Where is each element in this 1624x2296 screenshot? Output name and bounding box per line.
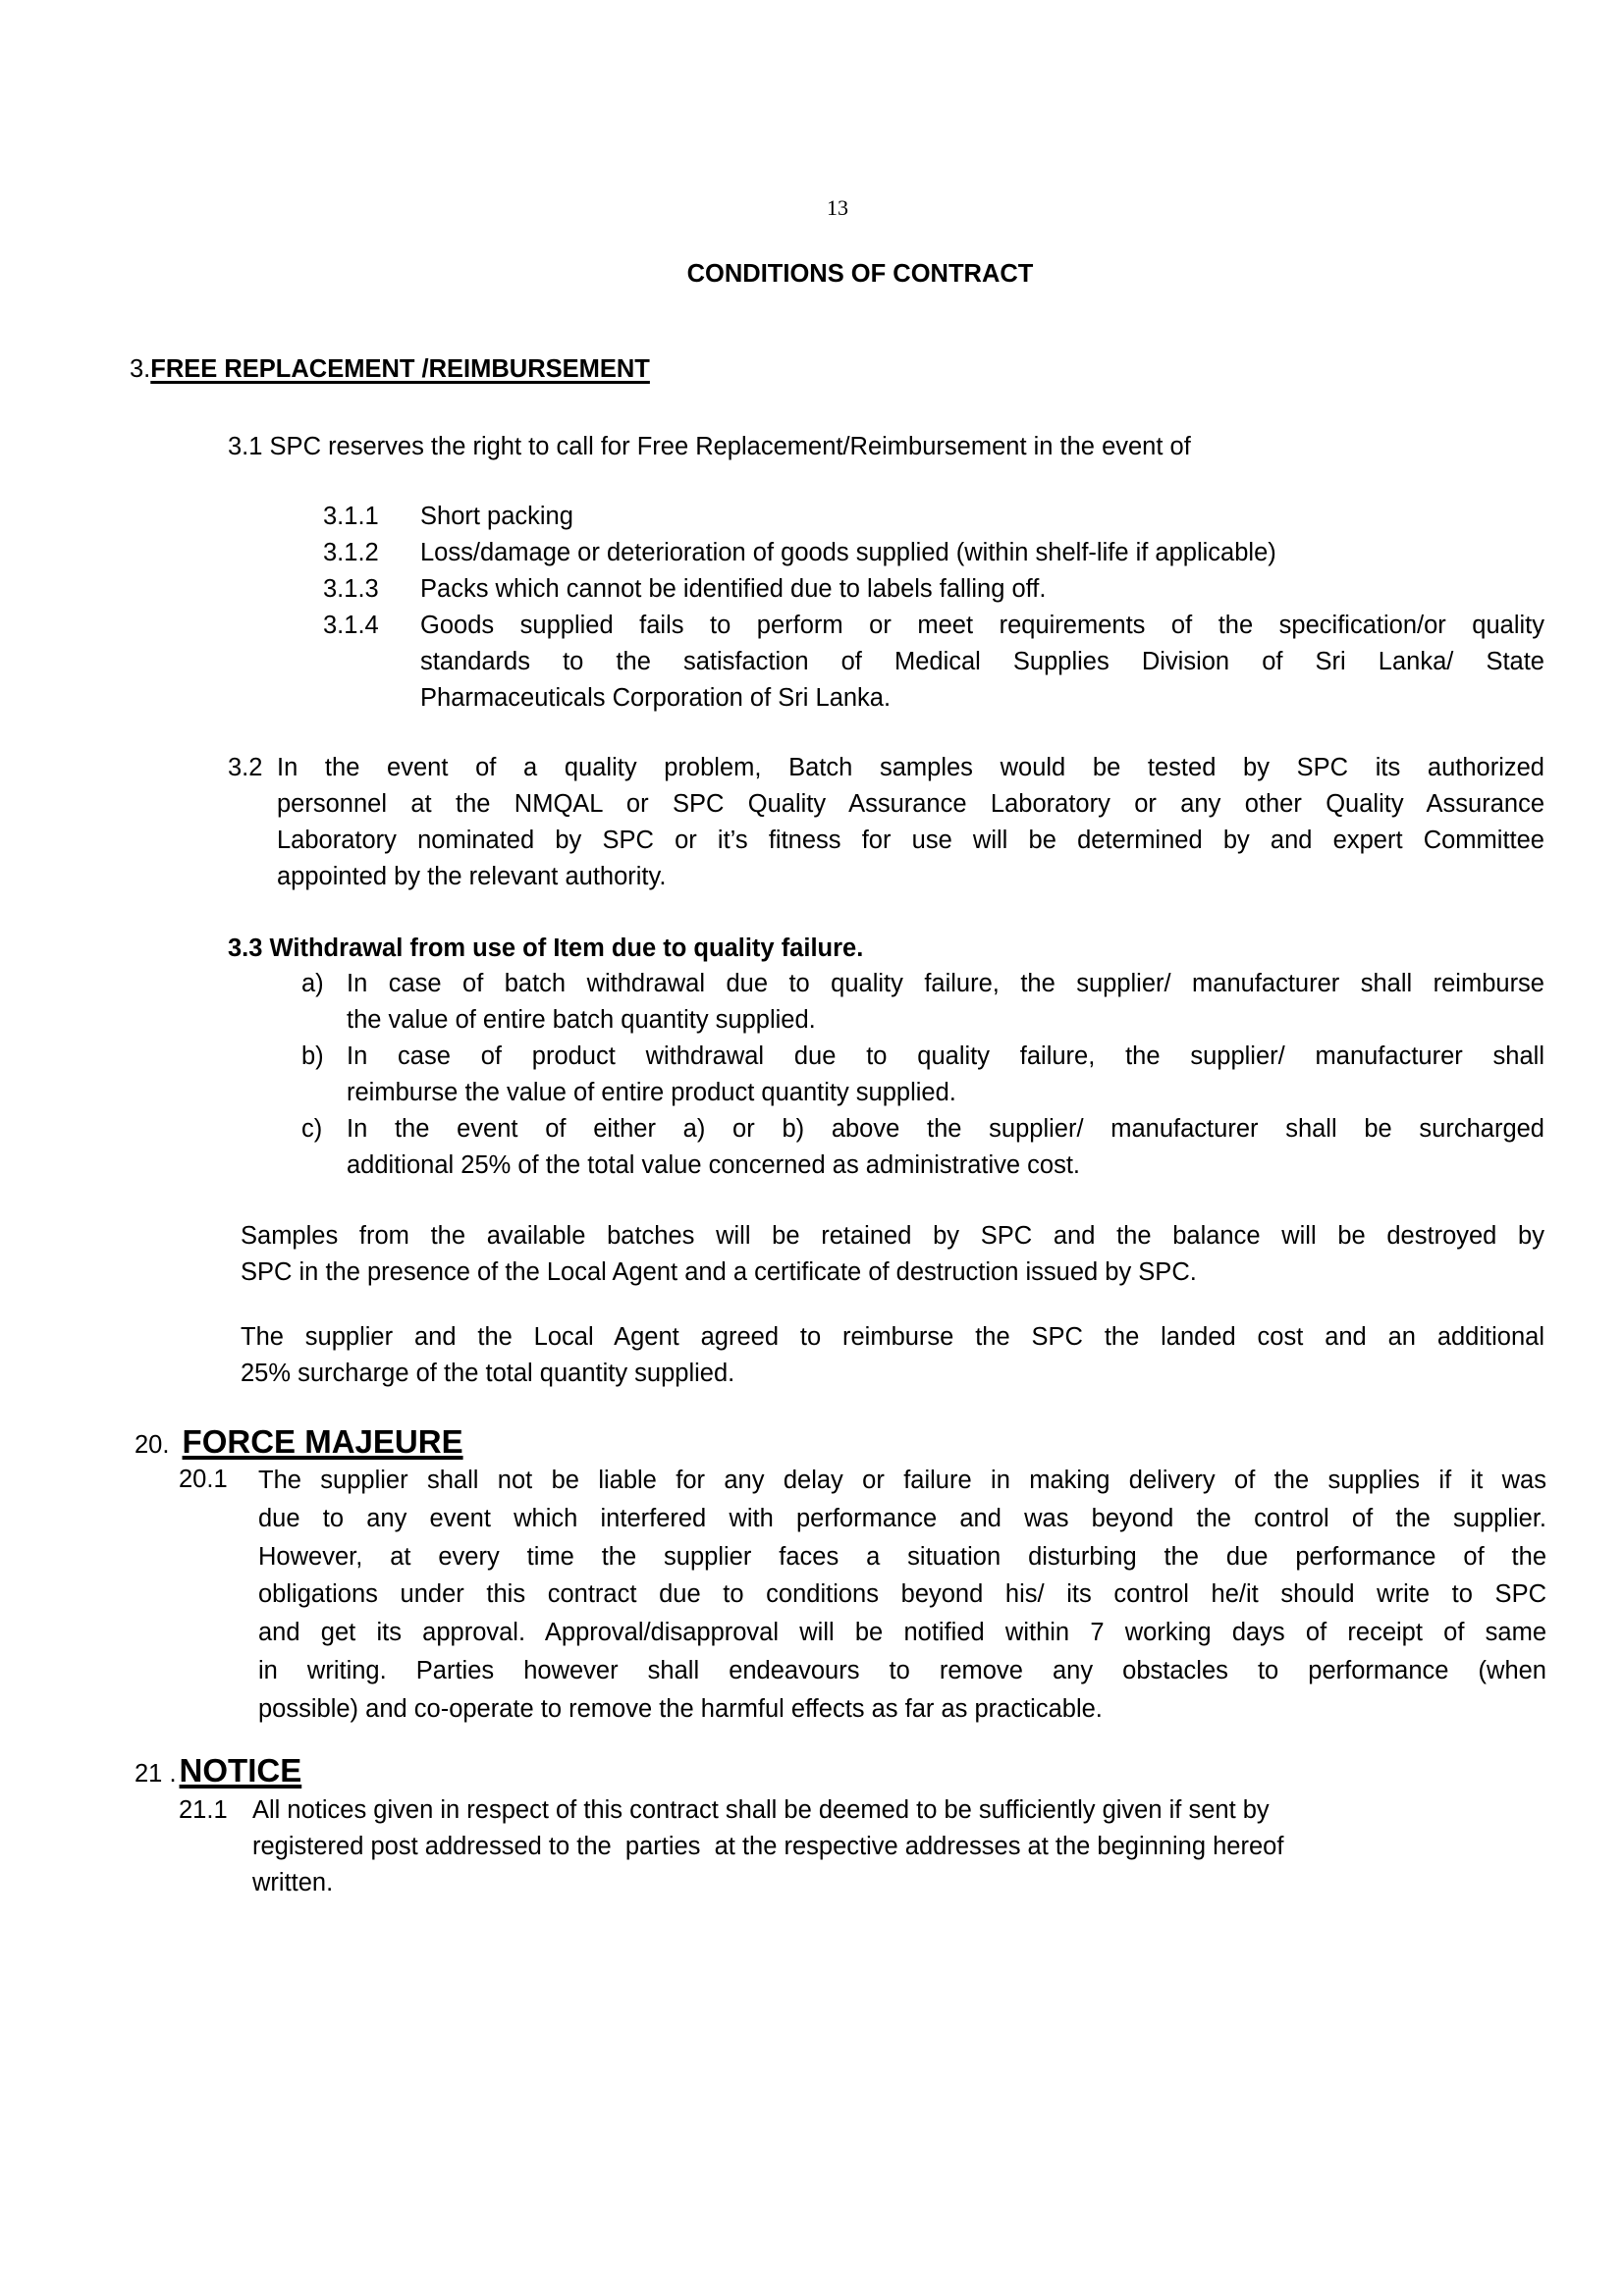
list-item-text: Loss/damage or deterioration of goods supplied (within shelf-life if applicable) bbox=[420, 539, 1276, 566]
text-line: appointed by the relevant authority. bbox=[277, 863, 667, 890]
list-item-text bbox=[347, 966, 1544, 1039]
text-line: Pharmaceuticals Corporation of Sri Lanka. bbox=[420, 684, 892, 712]
text-line: In case of batch withdrawal due to quality failure, the supplier/ manufacturer shall reimburse bbox=[347, 970, 1544, 997]
text-line: All notices given in respect of this contract shall be deemed to be sufficiently given if sent by bbox=[252, 1796, 1270, 1824]
clause-3-3-title: Withdrawal from use of Item due to quality failure. bbox=[269, 934, 864, 962]
clause-3-3-number: 3.3 bbox=[228, 934, 263, 962]
text-line: Goods supplied fails to perform or meet requirements of the specification/or quality bbox=[420, 612, 1544, 639]
section-20-number: 20. bbox=[135, 1431, 170, 1459]
section-21-heading bbox=[135, 1751, 301, 1793]
text-line: in writing. Parties however shall endeavours to remove any obstacles to performance (when bbox=[258, 1656, 1546, 1684]
list-item-text: Short packing bbox=[420, 503, 573, 530]
clause-20-1 bbox=[0, 1462, 1624, 1729]
text-line: SPC in the presence of the Local Agent and a certificate of destruction issued by SPC. bbox=[241, 1258, 1197, 1286]
text-line: obligations under this contract due to conditions beyond his/ its control he/it should write to SPC bbox=[258, 1580, 1546, 1609]
text-line: 25% surcharge of the total quantity supplied. bbox=[241, 1360, 735, 1387]
clause-3-1-text: SPC reserves the right to call for Free Replacement/Reimbursement in the event of bbox=[269, 433, 1191, 460]
text-line: In case of product withdrawal due to quality failure, the supplier/ manufacturer shall bbox=[347, 1042, 1544, 1070]
clause-3-1-number: 3.1 bbox=[228, 433, 263, 460]
text-line: the value of entire batch quantity supplied. bbox=[347, 1006, 816, 1034]
clause-21-1 bbox=[0, 1792, 1624, 1901]
section-21-number: 21 . bbox=[135, 1760, 177, 1788]
list-item-text bbox=[347, 1039, 1544, 1111]
text-line: due to any event which interfered with performance and was beyond the control of the supplier. bbox=[258, 1504, 1546, 1532]
section-20-heading bbox=[135, 1422, 463, 1465]
clause-3-1 bbox=[228, 429, 1191, 465]
list-item-text: Packs which cannot be identified due to labels falling off. bbox=[420, 575, 1047, 603]
text-line: reimburse the value of entire product quantity supplied. bbox=[347, 1079, 956, 1106]
list-item bbox=[0, 499, 1624, 535]
list-item-text bbox=[420, 608, 1544, 717]
list-item-number: 3.1.1 bbox=[323, 503, 379, 530]
list-item-text bbox=[347, 1111, 1544, 1184]
list-item-label: c) bbox=[301, 1115, 323, 1143]
section-3-title: FREE REPLACEMENT /REIMBURSEMENT bbox=[150, 355, 650, 383]
text-line: The supplier shall not be liable for any delay or failure in making delivery of the supplies if it was bbox=[258, 1467, 1546, 1494]
text-line: and get its approval. Approval/disapproval will be notified within 7 working days of receipt of same bbox=[258, 1619, 1546, 1647]
text-line: standards to the satisfaction of Medical Supplies Division of Sri Lanka/ State bbox=[420, 648, 1544, 675]
list-item bbox=[0, 1039, 1624, 1111]
section-21-title: NOTICE bbox=[179, 1752, 302, 1789]
clause-20-1-number: 20.1 bbox=[179, 1466, 228, 1493]
paragraph-samples bbox=[241, 1218, 1544, 1291]
list-item-label: a) bbox=[301, 970, 324, 997]
clause-3-3-list bbox=[0, 966, 1624, 1184]
text-line: registered post addressed to the parties at the respective addresses at the beginning hereof bbox=[252, 1833, 1284, 1860]
text-line: In the event of a quality problem, Batch samples would be tested by SPC its authorized bbox=[277, 754, 1544, 781]
text-line: The supplier and the Local Agent agreed to reimburse the SPC the landed cost and an additional bbox=[241, 1323, 1544, 1351]
list-item-number: 3.1.4 bbox=[323, 612, 379, 639]
clause-3-2-text bbox=[277, 750, 1544, 895]
clause-21-1-text bbox=[252, 1792, 1529, 1901]
section-3-number: 3. bbox=[130, 355, 151, 383]
page-number: 13 bbox=[827, 195, 848, 220]
list-item bbox=[0, 571, 1624, 608]
clause-20-1-text bbox=[258, 1462, 1546, 1729]
clause-3-3-heading bbox=[228, 931, 863, 967]
clause-21-1-number: 21.1 bbox=[179, 1796, 228, 1824]
list-item bbox=[0, 608, 1624, 717]
text-line: possible) and co-operate to remove the harmful effects as far as practicable. bbox=[258, 1694, 1103, 1723]
clause-3-2-number: 3.2 bbox=[228, 754, 263, 781]
text-line: In the event of either a) or b) above the supplier/ manufacturer shall be surcharged bbox=[347, 1115, 1544, 1143]
text-line: Samples from the available batches will be retained by SPC and the balance will be destroyed by bbox=[241, 1222, 1544, 1250]
section-3-heading bbox=[130, 351, 650, 388]
list-item-label: b) bbox=[301, 1042, 324, 1070]
text-line: However, at every time the supplier faces a situation disturbing the due performance of the bbox=[258, 1542, 1546, 1571]
text-line: personnel at the NMQAL or SPC Quality Assurance Laboratory or any other Quality Assurance bbox=[277, 790, 1544, 818]
clause-3-1-list bbox=[0, 499, 1624, 717]
list-item-number: 3.1.3 bbox=[323, 575, 379, 603]
text-line: written. bbox=[252, 1869, 334, 1896]
list-item bbox=[0, 535, 1624, 571]
text-line: Laboratory nominated by SPC or it’s fitness for use will be determined by and expert Committee bbox=[277, 827, 1544, 854]
section-20-title: FORCE MAJEURE bbox=[182, 1423, 463, 1460]
list-item-number: 3.1.2 bbox=[323, 539, 379, 566]
clause-3-2 bbox=[0, 750, 1624, 895]
list-item bbox=[0, 1111, 1624, 1184]
list-item bbox=[0, 966, 1624, 1039]
paragraph-supplier bbox=[241, 1319, 1544, 1392]
page-title: CONDITIONS OF CONTRACT bbox=[686, 260, 1034, 288]
text-line: additional 25% of the total value concerned as administrative cost. bbox=[347, 1151, 1081, 1179]
